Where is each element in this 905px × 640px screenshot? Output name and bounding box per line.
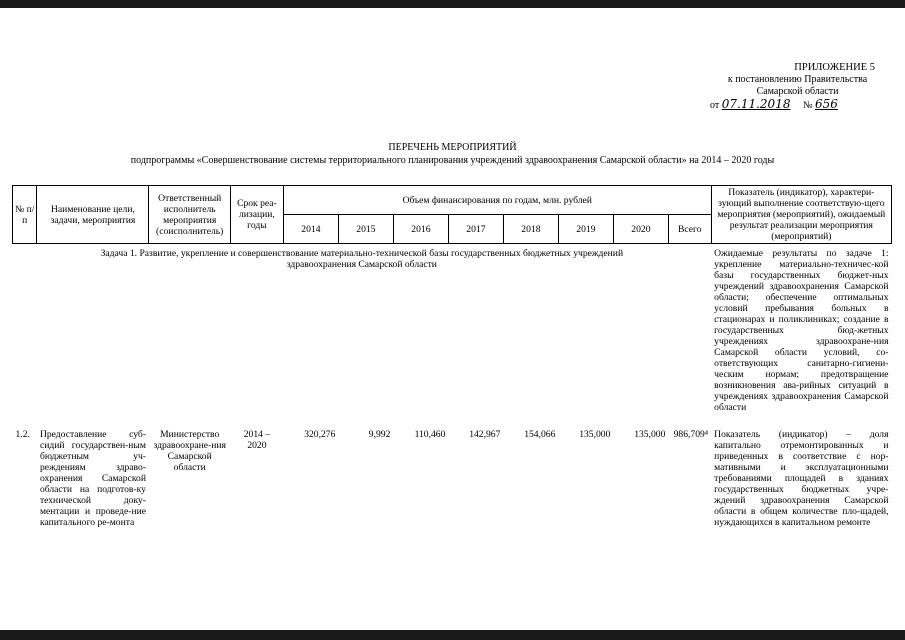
row-indicator: Показатель (индикатор) – доля капитально отремонтированных и приведенных в соответствие с нор-мативными и эксплуатационными требованиями площадей в зданиях государственных бюджетных учре-ждений здравоохранения Самарской области в общем количестве пло-щадей, нуждающихся в капитальном ремонте	[714, 429, 889, 528]
appendix-block	[700, 62, 895, 112]
appendix-line2: Самарской области	[756, 86, 839, 97]
document-title: ПЕРЕЧЕНЬ МЕРОПРИЯТИЙ	[388, 142, 517, 153]
row-value-2018: 154,066	[524, 429, 556, 440]
table-row	[13, 423, 892, 529]
row-term: 2014 – 2020	[243, 429, 271, 451]
header-year: 2015	[338, 215, 393, 244]
row-value-2017: 142,967	[469, 429, 501, 440]
header-year: 2016	[393, 215, 448, 244]
header-executor: Ответственный исполнитель мероприятия (соисполнитель)	[149, 186, 230, 244]
document-subtitle: подпрограммы «Совершенствование системы территориального планирования учреждений здравоохранения Самарской области» на 2014 – 2020 годы	[130, 155, 775, 166]
row-executor: Министерство здравоохране-ния Самарской области	[153, 429, 226, 473]
appendix-title: ПРИЛОЖЕНИЕ 5	[794, 62, 875, 73]
task-title: Задача 1. Развитие, укрепление и совершенствование материально-технической базы государственных бюджетных учреждений здравоохранения Самарской области	[100, 248, 624, 270]
header-funding: Объем финансирования по годам, млн. рублей	[283, 186, 711, 215]
row-value-2019: 135,000	[579, 429, 611, 440]
row-value-2014: 320,276	[304, 429, 336, 440]
header-num: № п/п	[13, 186, 37, 244]
row-value-total: 986,709⁴	[673, 429, 709, 440]
task-expected-results: Ожидаемые результаты по задаче 1: укрепление материально-техничес-кой базы государственных бюджет-ных учреждений здравоохранения Самарской области; обеспечение оптимальных условий пребывания больных в стационарах и поликлиниках; создание в государственных бюд-жетных учреждениях здравоохране-ния Самарской области условий, со-ответствующих санитарно-гигиени-ческим нормам; предотвращение возникновения ава-рийных ситуаций в учреждениях здравоохранения Самарской области	[714, 248, 889, 413]
date-value: 07.11.2018	[721, 97, 791, 111]
row-value-2020: 135,000	[634, 429, 666, 440]
number-value: 656	[815, 97, 838, 111]
header-term: Срок реа-лизации, годы	[230, 186, 283, 244]
row-value-2015: 9,992	[368, 429, 391, 440]
appendix-line1: к постановлению Правительства	[727, 74, 868, 85]
header-total: Всего	[668, 215, 711, 244]
scan-border-top	[0, 0, 905, 8]
scan-border-bottom	[0, 630, 905, 640]
header-indicator: Показатель (индикатор), характери-зующий выполнение соответствую-щего мероприятия (мероприятий), ожидаемый результат реализации мероприятия (мероприятий)	[711, 186, 891, 244]
row-value-2016: 110,460	[414, 429, 446, 440]
header-name: Наименование цели, задачи, мероприятия	[37, 186, 149, 244]
measures-table	[12, 185, 892, 529]
number-prefix: №	[802, 100, 813, 111]
date-prefix: от	[710, 100, 720, 111]
header-year: 2019	[558, 215, 613, 244]
row-name: Предоставление суб-сидий государствен-ным бюджетным уч-реждениям здраво-охранения Самарской области на подготов-ку технической доку-ментации и проведе-ние капитального ре-монта	[39, 429, 146, 528]
header-year: 2017	[448, 215, 503, 244]
task-row	[13, 244, 892, 424]
header-year: 2018	[503, 215, 558, 244]
appendix-date-line	[700, 98, 895, 112]
header-year: 2020	[613, 215, 668, 244]
header-year: 2014	[283, 215, 338, 244]
row-num: 1.2.	[15, 429, 30, 440]
